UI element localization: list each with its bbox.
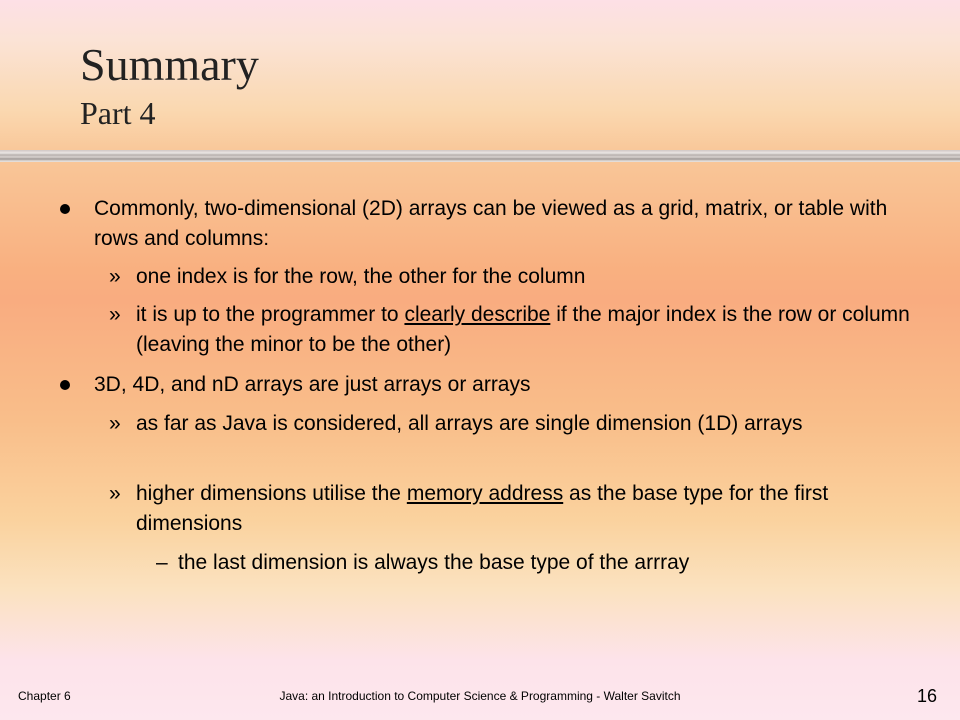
slide-subtitle: Part 4 <box>80 95 156 131</box>
bullet-text: 3D, 4D, and nD arrays are just arrays or arrays <box>94 373 531 396</box>
underlined-text: memory address <box>406 482 564 505</box>
text-run: if the major index is the row or column (leaving the minor to be the other) <box>136 303 910 356</box>
chevron-bullet-icon: » <box>109 412 121 435</box>
sub-bullet-text: as far as Java is considered, all arrays are single dimension (1D) arrays <box>136 412 803 435</box>
chevron-bullet-icon: » <box>109 303 121 326</box>
sub-bullet-text <box>136 300 916 360</box>
text-run: higher dimensions utilise the <box>136 482 407 505</box>
dash-bullet-icon: – <box>156 551 168 574</box>
bullet-text: Commonly, two-dimensional (2D) arrays can be viewed as a grid, matrix, or table with rows and columns: <box>94 197 888 250</box>
text-run: as the base type for the first dimensions <box>136 482 829 535</box>
underlined-text: clearly describe <box>404 303 551 326</box>
text-run: it is up to the programmer to <box>136 303 405 326</box>
footer-chapter: Chapter 6 <box>18 689 71 703</box>
page-number: 16 <box>916 686 937 706</box>
bullet-dot-icon <box>60 204 70 214</box>
sub-bullet-text <box>136 479 916 539</box>
bullet-dot-icon <box>60 380 70 390</box>
chevron-bullet-icon: » <box>109 482 121 505</box>
slide-title: Summary <box>80 39 259 90</box>
chevron-bullet-icon: » <box>109 265 121 288</box>
sub-sub-bullet-text: the last dimension is always the base type of the arrray <box>178 551 690 574</box>
footer-course-title: Java: an Introduction to Computer Science & Programming - Walter Savitch <box>279 689 681 703</box>
sub-bullet-text: one index is for the row, the other for the column <box>136 265 586 288</box>
